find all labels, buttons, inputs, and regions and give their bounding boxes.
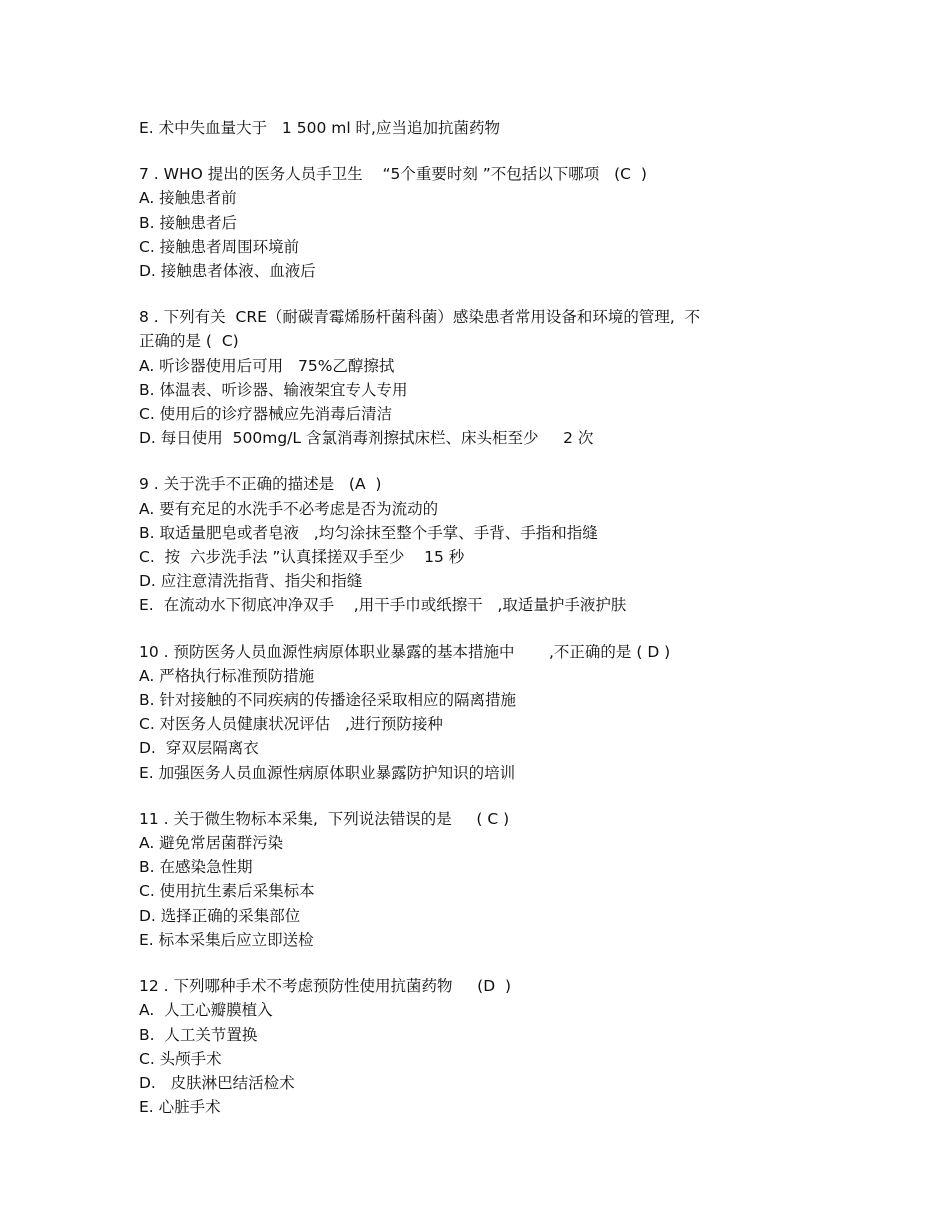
option-e: E. 心脏手术 <box>139 1098 221 1117</box>
option-e: E. 加强医务人员血源性病原体职业暴露防护知识的培训 <box>139 763 516 782</box>
question-title: 10 . 预防医务人员血源性病原体职业暴露的基本措施中 ,不正确的是 ( D ) <box>139 642 671 661</box>
question-title: 12 . 下列哪种手术不考虑预防性使用抗菌药物 (D ) <box>139 977 512 996</box>
document-content <box>139 116 819 1141</box>
option-a: A. 听诊器使用后可用 75%乙醇擦拭 <box>139 356 395 375</box>
option-d: D. 选择正确的采集部位 <box>139 906 301 925</box>
option-b: B. 体温表、听诊器、输液架宜专人专用 <box>139 380 408 399</box>
option-b: B. 人工关节置换 <box>139 1025 258 1044</box>
option-a: A. 人工心瓣膜植入 <box>139 1001 273 1020</box>
option-c: C. 使用抗生素后采集标本 <box>139 882 315 901</box>
option-e: E. 在流动水下彻底冲净双手 ,用干手巾或纸擦干 ,取适量护手液护肤 <box>139 596 627 615</box>
intro-line: E. 术中失血量大于 1 500 ml 时,应当追加抗菌药物 <box>139 119 500 137</box>
option-b: B. 接触患者后 <box>139 213 237 232</box>
option-d: D. 穿双层隔离衣 <box>139 739 259 758</box>
option-a: A. 严格执行标准预防措施 <box>139 666 315 685</box>
option-d: D. 皮肤淋巴结活检术 <box>139 1073 295 1092</box>
question-7 <box>139 162 819 283</box>
question-title: 11 . 关于微生物标本采集, 下列说法错误的是 ( C ) <box>139 809 510 828</box>
option-a: A. 接触患者前 <box>139 189 237 208</box>
question-11 <box>139 807 819 952</box>
option-b: B. 针对接触的不同疾病的传播途径采取相应的隔离措施 <box>139 691 516 710</box>
question-12 <box>139 974 819 1119</box>
question-title-cont: 正确的是 ( C) <box>139 332 239 351</box>
option-b: B. 取适量肥皂或者皂液 ,均匀涂抹至整个手掌、手背、手指和指缝 <box>139 523 598 542</box>
option-c: C. 按 六步洗手法 ”认真揉搓双手至少 15 秒 <box>139 548 465 567</box>
question-8 <box>139 305 819 450</box>
option-c: C. 对医务人员健康状况评估 ,进行预防接种 <box>139 715 443 734</box>
option-d: D. 每日使用 500mg/L 含氯消毒剂擦拭床栏、床头柜至少 2 次 <box>139 429 594 448</box>
option-a: A. 避免常居菌群污染 <box>139 834 284 853</box>
question-10 <box>139 640 819 785</box>
option-b: B. 在感染急性期 <box>139 858 253 877</box>
option-c: C. 头颅手术 <box>139 1049 222 1068</box>
option-e: E. 标本采集后应立即送检 <box>139 930 314 949</box>
option-a: A. 要有充足的水洗手不必考虑是否为流动的 <box>139 499 439 518</box>
question-9 <box>139 472 819 617</box>
option-c: C. 接触患者周围环境前 <box>139 237 300 256</box>
option-d: D. 应注意清洗指背、指尖和指缝 <box>139 572 363 591</box>
option-d: D. 接触患者体液、血液后 <box>139 262 316 281</box>
question-title: 8 . 下列有关 CRE（耐碳青霉烯肠杆菌科菌）感染患者常用设备和环境的管理, 不 <box>139 308 701 327</box>
question-title: 9 . 关于洗手不正确的描述是 (A ) <box>139 475 382 494</box>
option-c: C. 使用后的诊疗器械应先消毒后清洁 <box>139 405 393 424</box>
question-title: 7 . WHO 提出的医务人员手卫生 “5个重要时刻 ”不包括以下哪项 (C ) <box>139 165 647 184</box>
